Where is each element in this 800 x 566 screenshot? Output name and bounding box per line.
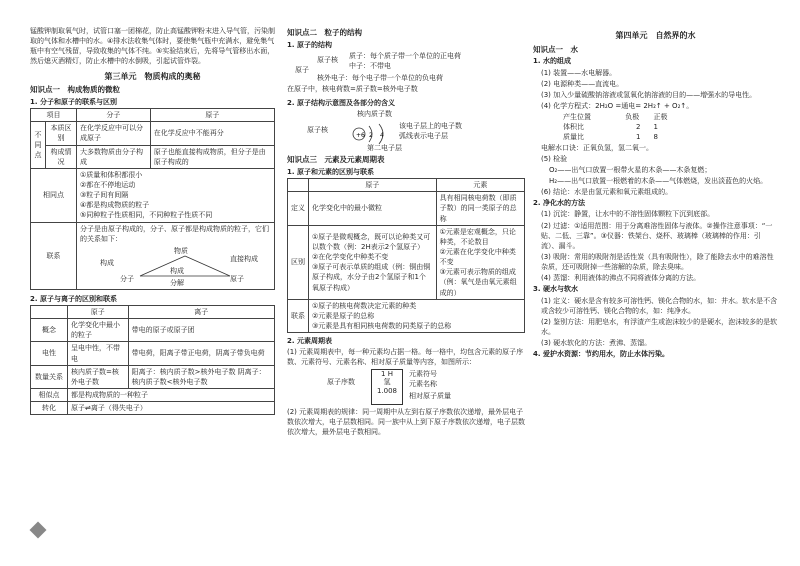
list-item: ③粒子间有间隔 xyxy=(80,191,129,200)
gas-table xyxy=(533,112,778,142)
kp1-title: 知识点一 水 xyxy=(533,44,578,54)
sub-title-2: 2. 原子与离子的区别和联系 xyxy=(30,294,117,303)
diagram-label: 分解 xyxy=(170,278,184,287)
table-header: 离子 xyxy=(128,306,274,319)
row-label: 电性 xyxy=(31,342,68,365)
list-item: ③原子可表示单质的组成（例：铜由铜原子构成，水分子由2个氢原子和1个氧原子构成） xyxy=(312,263,431,292)
sub-title-3: 1. 原子和元素的区别与联系 xyxy=(287,168,374,177)
list-item: ①原子是微观概念，既可以论种类又可以数个数（例：2H表示2个氢原子） xyxy=(312,232,431,251)
gas-pos: 正极 xyxy=(653,113,668,122)
check-h2: H₂——出气口放置一根燃着的木条——气体燃烧，发出淡蓝色的火焰。 xyxy=(549,177,768,186)
table-cell: 都是构成物质的一种粒子 xyxy=(68,388,275,401)
table-header: 原子 xyxy=(68,306,129,319)
purify-item: (3) 吸附：常用的吸附剂是活性炭（具有吸附性），除了能除去水中的难溶性杂质，还可吸附掉一些溶解的杂质，除去臭味。 xyxy=(541,253,774,272)
kp3-title: 知识点三 元素及元素周期表 xyxy=(287,155,385,165)
row-label: 数量关系 xyxy=(31,365,68,388)
cell-label: 元素符号 xyxy=(409,369,437,378)
list-item: ④都是构成物质的粒子 xyxy=(80,201,150,210)
diagram-label: 物质 xyxy=(174,246,188,255)
row-label: 区别 xyxy=(288,225,309,299)
table-header: 分子 xyxy=(77,109,151,122)
table-header xyxy=(31,306,68,319)
sub-title-4: 4. 爱护水资源：节约用水，防止水体污染。 xyxy=(533,350,669,359)
list-item: ①元素是宏观概念，只论种类，不论数目 xyxy=(439,227,516,246)
list-item: ③元素是具有相同核电荷数的同类原子的总称 xyxy=(312,322,452,330)
table-cell: 在化学反应中不能再分 xyxy=(150,122,274,145)
diagram-label: 构成 xyxy=(100,258,114,267)
cell-label: 原子序数 xyxy=(327,377,355,386)
table-cell xyxy=(309,299,525,332)
sub-title-1: 1. 分子和原子的联系与区别 xyxy=(30,98,117,107)
neutron-text: 中子：不带电 xyxy=(349,62,391,71)
table-cell: 原子也能直接构成物质，但分子是由原子构成的 xyxy=(150,145,274,168)
diagram-label: 核内质子数 xyxy=(357,110,392,119)
cell-label: 相对原子质量 xyxy=(409,391,451,400)
table-cell: 化学变化中的最小微粒 xyxy=(309,192,437,225)
proton-text: 质子：每个质子带一个单位的正电荷 xyxy=(349,52,461,61)
table-cell: 带电的原子或原子团 xyxy=(128,319,274,342)
gas-label: 质量比 xyxy=(563,133,584,142)
row-label: 相同点 xyxy=(31,168,77,222)
row-label: 联系 xyxy=(31,222,77,289)
gas-pos: 1 xyxy=(653,123,658,132)
sub-title-2: 2. 净化水的方法 xyxy=(533,199,585,208)
column-middle xyxy=(287,26,525,438)
gas-neg: 负极 xyxy=(625,113,640,122)
table-header xyxy=(288,179,309,192)
list-item: ①质量和体积都很小 xyxy=(80,170,143,179)
electron-text: 核外电子：每个电子带一个单位的负电荷 xyxy=(317,74,443,83)
hard-item: (1) 定义：硬水是含有较多可溶性钙、镁化合物的水，如：井水。软水是不含或含较少可溶性钙、镁化合物的水，如：纯净水。 xyxy=(541,296,778,315)
cell-mass: 1.008 xyxy=(376,387,398,396)
table-header: 元素 xyxy=(436,179,524,192)
diagram-label: 该电子层上的电子数 xyxy=(399,122,462,131)
column-right xyxy=(533,26,778,360)
water-item: (3) 加入少量硫酸钠溶液或氢氧化钠溶液的目的——增强水的导电性。 xyxy=(541,90,757,99)
table-header: 原子 xyxy=(150,109,274,122)
atom-diagram xyxy=(287,109,525,153)
hard-item: (2) 鉴别方法：用肥皂水，有浮渣产生或泡沫较少的是硬水，泡沫较多的是软水。 xyxy=(541,317,778,336)
table-cell xyxy=(77,222,275,289)
table-cell: 化学变化中最小的粒子 xyxy=(68,319,129,342)
list-item: ②元素在化学变化中种类不变 xyxy=(439,248,516,267)
water-item: (1) 装置——水电解器。 xyxy=(541,68,617,77)
list-item: ③元素可表示物质的组成（例：氧气是由氧元素组成的） xyxy=(439,268,517,297)
row-label: 本质区别 xyxy=(46,122,77,145)
unit3-title: 第三单元 物质构成的奥秘 xyxy=(104,71,201,81)
table-cell: 带电荷，阳离子带正电荷，阴离子带负电荷 xyxy=(128,342,274,365)
gas-label: 产生位置 xyxy=(563,113,591,122)
table-cell: 阳离子：核内质子数>核外电子数 阴离子：核内质子数<核外电子数 xyxy=(128,365,274,388)
table-cell: 具有相同核电荷数（即质子数）的同一类原子的总称 xyxy=(436,192,524,225)
list-item: ①原子的核电荷数决定元素的种类 xyxy=(312,301,417,310)
kp1-title: 知识点一 构成物质的微粒 xyxy=(30,85,120,95)
atom-ion-table xyxy=(30,305,275,415)
table-cell xyxy=(436,225,524,299)
kp2-title: 知识点二 粒子的结构 xyxy=(287,28,362,37)
row-label: 构成情况 xyxy=(46,145,77,168)
purify-item: (4) 蒸馏：利用液体的沸点不同将液体分离的方法。 xyxy=(541,274,701,283)
conclusion: (6) 结论：水是由氢元素和氧元素组成的。 xyxy=(541,188,673,197)
diagram-label: 直接构成 xyxy=(230,254,258,263)
water-item: (2) 电源种类——直流电。 xyxy=(541,79,624,88)
periodic-cell-diagram xyxy=(287,369,525,407)
sub-title-4: 2. 元素周期表 xyxy=(287,337,332,346)
diagram-label: 原子 xyxy=(230,274,244,283)
table-cell: 核内质子数=核外电子数 xyxy=(68,365,129,388)
table-header: 项目 xyxy=(31,109,77,122)
column-left xyxy=(30,26,275,415)
row-label: 不同点 xyxy=(31,122,46,169)
table-header: 原子 xyxy=(309,179,437,192)
gas-neg: 1 xyxy=(636,133,641,142)
purify-item: (1) 沉淀：静置，让水中的不溶性固体颗粒下沉到底部。 xyxy=(541,210,715,219)
diagram-label: 第二电子层 xyxy=(367,144,402,153)
purify-item: (2) 过滤：①适用范围：用于分离难溶性固体与液体。②操作注意事项：“一贴、二低、三靠”。③仪器：铁架台、烧杯、玻璃棒（玻璃棒的作用：引流）、漏斗。 xyxy=(541,221,773,250)
row-label: 定义 xyxy=(288,192,309,225)
row-label: 相似点 xyxy=(31,388,68,401)
periodic-paragraph-2: (2) 元素周期表的规律：同一周期中从左到右原子序数依次递增，最外层电子数依次增大，电子层数相同。同一族中从上到下原子序数依次递增，电子层数依次增大，最外层电子数相同。 xyxy=(287,407,525,436)
table-cell: 在化学反应中可以分成原子 xyxy=(77,122,151,145)
row-label: 转化 xyxy=(31,402,68,415)
cell-num: 1 xyxy=(381,369,386,378)
table-cell xyxy=(309,225,437,299)
list-item: ②都在不停地运动 xyxy=(80,181,136,190)
table-cell xyxy=(77,168,275,222)
row-label: 概念 xyxy=(31,319,68,342)
svg-text:4: 4 xyxy=(380,132,384,140)
sub-title-1: 1. 原子的结构 xyxy=(287,40,332,49)
gas-label: 体积比 xyxy=(563,123,584,132)
atom-note: 在原子中，核电荷数=质子数=核外电子数 xyxy=(287,85,418,94)
hard-item: (3) 硬水软化的方法：煮沸、蒸馏。 xyxy=(541,339,652,348)
check-o2: O₂——出气口放置一根带火星的木条——木条复燃； xyxy=(549,165,712,174)
unit4-title: 第四单元 自然界的水 xyxy=(615,31,696,40)
atom-structure xyxy=(287,51,525,97)
gas-note: 电解水口诀：正氧负氢，氢二氧一。 xyxy=(541,143,653,152)
check-title: (5) 检验 xyxy=(541,154,568,163)
diagram-label: 分子 xyxy=(120,274,134,283)
gas-neg: 2 xyxy=(636,123,641,132)
cell-symbol: H xyxy=(387,369,393,378)
periodic-paragraph-1: (1) 元素周期表中，每一种元素均占据一格。每一格中，均包含元素的原子序数、元素符号、元素名称、相对原子质量等内容，如图所示： xyxy=(287,348,524,367)
page-corner-mark xyxy=(30,522,47,539)
list-item: ②元素是原子的总称 xyxy=(312,311,375,320)
row-label: 联系 xyxy=(288,299,309,332)
sub-title-1: 1. 水的组成 xyxy=(533,57,571,66)
matter-diagram xyxy=(80,246,271,286)
diagram-label: 构成 xyxy=(170,266,184,275)
atom-element-table xyxy=(287,178,525,333)
table-cell: 大多数物质由分子构成 xyxy=(77,145,151,168)
periodic-cell xyxy=(371,369,403,405)
table-cell: 原子⇌离子（得失电子） xyxy=(68,402,275,415)
water-item: (4) 化学方程式：2H₂O =通电= 2H₂↑ + O₂↑。 xyxy=(541,102,694,111)
atom-label: 原子 xyxy=(295,66,309,75)
diagram-label: 原子核 xyxy=(307,126,328,135)
table-cell: 呈电中性，不带电 xyxy=(68,342,129,365)
svg-text:2: 2 xyxy=(369,132,373,140)
cell-label: 元素名称 xyxy=(409,379,437,388)
cell-name: 氢 xyxy=(383,378,391,387)
nucleus-label: 原子核 xyxy=(317,56,338,65)
list-item: ⑤同种粒子性质相同，不同种粒子性质不同 xyxy=(80,211,213,220)
sub-title-2: 2. 原子结构示意图及各部分的含义 xyxy=(287,99,395,108)
molecule-atom-table xyxy=(30,108,275,290)
svg-text:+6: +6 xyxy=(356,132,365,140)
gas-pos: 8 xyxy=(653,133,658,142)
link-text: 分子是由原子构成的，分子、原子都是构成物质的粒子，它们的关系如下： xyxy=(80,224,269,243)
sub-title-3: 3. 硬水与软水 xyxy=(533,285,578,294)
list-item: ②在化学变化中种类不变 xyxy=(312,253,389,262)
diagram-label: 弧线表示电子层 xyxy=(399,132,448,141)
intro-paragraph: 锰酸钾制取氧气时，试管口塞一团棉花，防止高锰酸钾粉末进入导气管，污染制取的气体和水槽中的水。④排水法收集气体时，要使集气瓶中充满水，避免集气瓶中有空气残留，导致收集的气体不纯。⑤实验结束后，先将导气管移出水面，然后熄灭酒精灯，防止水槽中的水倒吸，引起试管炸裂。 xyxy=(30,27,275,66)
